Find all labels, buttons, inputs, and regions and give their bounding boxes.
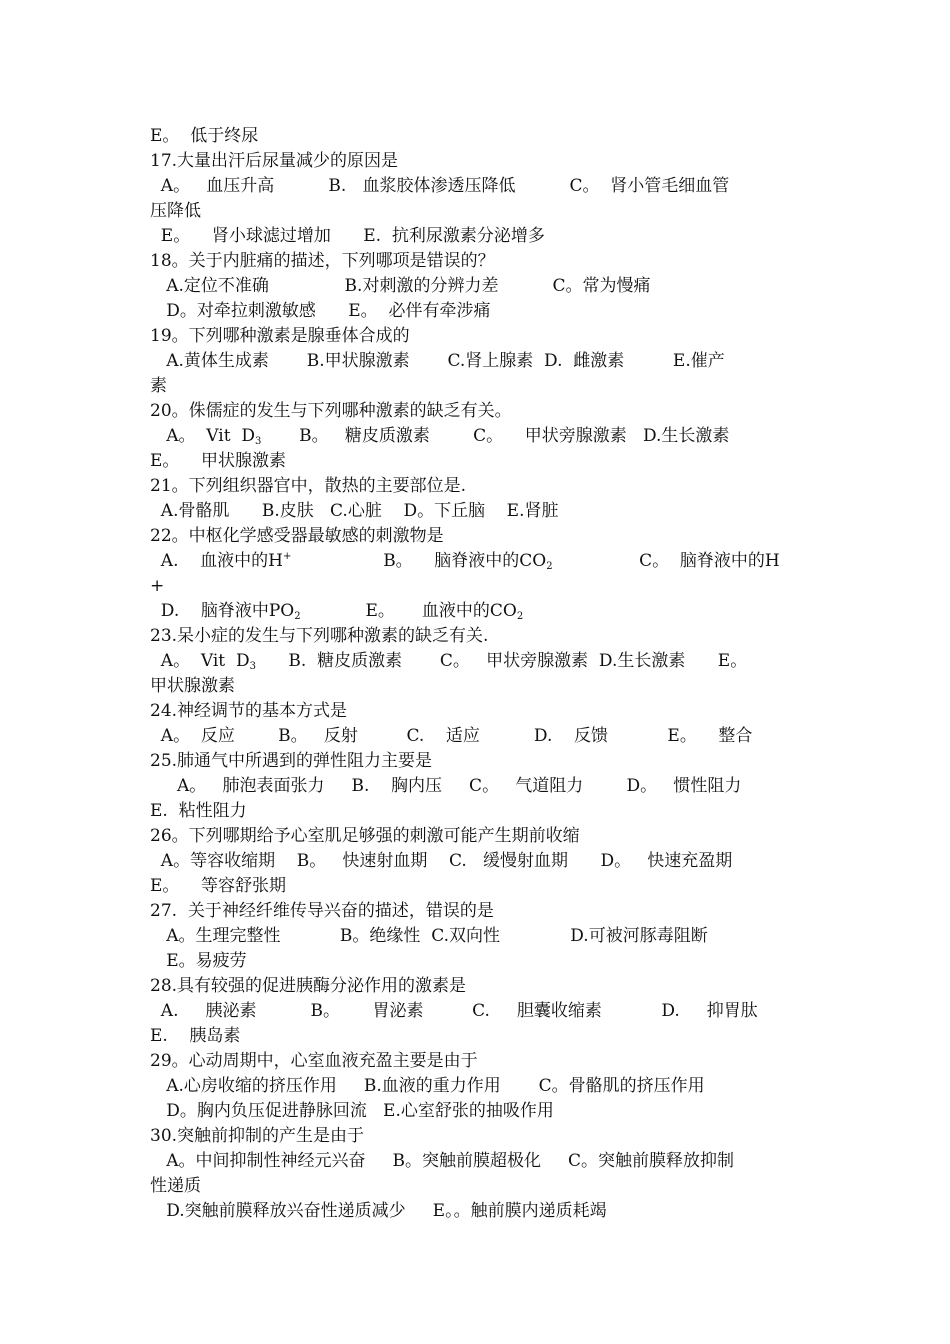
- q22-option-d-subscript: 2: [294, 611, 301, 622]
- q28-options-line-1: A. 胰泌素 B。 胃泌素 C. 胆囊收缩素 D. 抑胃肽: [150, 1001, 758, 1021]
- q29-stem: 29。心动周期中，心室血液充盈主要是由于: [150, 1051, 478, 1071]
- q18-options-line-2: D。对牵拉刺激敏感 E。 必伴有牵涉痛: [150, 301, 491, 321]
- q22-stem: 22。中枢化学感受器最敏感的刺激物是: [150, 526, 444, 546]
- q22-option-e-subscript: 2: [516, 611, 524, 622]
- q17-options-line-1: A。 血压升高 B. 血浆胶体渗透压降低 C。 肾小管毛细血管: [150, 176, 730, 196]
- q30-options-line-3: D.突触前膜释放兴奋性递质减少 E。。触前膜内递质耗竭: [150, 1201, 607, 1221]
- q27-options-line-2: E。易疲劳: [150, 951, 247, 971]
- q22-options-line-2: +: [150, 576, 165, 596]
- q30-options-line-1: A。中间抑制性神经元兴奋 B。突触前膜超极化 C。突触前膜释放抑制: [150, 1151, 735, 1171]
- q25-stem: 25.肺通气中所遇到的弹性阻力主要是: [150, 751, 433, 771]
- q22-option-c: C。 脑脊液中的H: [552, 551, 780, 571]
- q20-options-rest: B。 糖皮质激素 C。 甲状旁腺激素 D.生长激素: [261, 426, 730, 446]
- q29-options-line-1: A.心房收缩的挤压作用 B.血液的重力作用 C。骨骼肌的挤压作用: [150, 1076, 705, 1096]
- q23-options-line-2: 甲状腺激素: [150, 676, 235, 696]
- q26-stem: 26。下列哪期给予心室肌足够强的刺激可能产生期前收缩: [150, 826, 580, 846]
- q23-option-a: A。 Vit D: [150, 651, 250, 671]
- q20-option-a: A。 Vit D: [150, 426, 255, 446]
- q22-option-a-superscript: +: [282, 551, 292, 562]
- q25-options-line-1: A。 肺泡表面张力 B. 胸内压 C。 气道阻力 D。 惯性阻力: [150, 776, 742, 796]
- q22-option-d: D. 脑脊液中PO: [150, 601, 295, 621]
- q17-stem: 17.大量出汗后尿量减少的原因是: [150, 151, 399, 171]
- q16-option-e: E。 低于终尿: [150, 126, 259, 146]
- q22-options-line-1: [150, 549, 810, 574]
- q22-option-b: B。 脑脊液中的CO: [291, 551, 547, 571]
- q25-options-line-2: E. 粘性阻力: [150, 801, 247, 821]
- q26-options-line-1: A。等容收缩期 B。 快速射血期 C. 缓慢射血期 D。 快速充盈期: [150, 851, 733, 871]
- q20-options-line-2: E。 甲状腺激素: [150, 451, 287, 471]
- q19-options-line-1: A.黄体生成素 B.甲状腺激素 C.肾上腺素 D. 雌激素 E.催产: [150, 351, 725, 371]
- q23-options-rest: B. 糖皮质激素 C。 甲状旁腺激素 D.生长激素 E。: [255, 651, 748, 671]
- q23-stem: 23.呆小症的发生与下列哪种激素的缺乏有关.: [150, 626, 489, 646]
- q21-options: A.骨骼肌 B.皮肤 C.心脏 D。下丘脑 E.肾脏: [150, 501, 559, 521]
- q30-stem: 30.突触前抑制的产生是由于: [150, 1126, 365, 1146]
- q20-options-line-1: [150, 424, 810, 449]
- q19-options-line-2: 素: [150, 376, 167, 396]
- q29-options-line-2: D。胸内负压促进静脉回流 E.心室舒张的抽吸作用: [150, 1101, 554, 1121]
- q21-stem: 21。下列组织器官中，散热的主要部位是.: [150, 476, 467, 496]
- q20-stem: 20。侏儒症的发生与下列哪种激素的缺乏有关。: [150, 401, 512, 421]
- q28-options-line-2: E. 胰岛素: [150, 1026, 241, 1046]
- q22-options-line-3: [150, 599, 810, 624]
- q18-stem: 18。关于内脏痛的描述，下列哪项是错误的？: [150, 251, 495, 271]
- q27-options-line-1: A。生理完整性 B。绝缘性 C.双向性 D.可被河豚毒阻断: [150, 926, 708, 946]
- q23-subscript: 3: [249, 661, 256, 672]
- q17-options-line-2: 压降低: [150, 201, 201, 221]
- q22-option-e: E。 血液中的CO: [300, 601, 517, 621]
- q24-options: A。 反应 B。 反射 C. 适应 D. 反馈 E。 整合: [150, 726, 753, 746]
- q23-options-line-1: [150, 649, 810, 674]
- q26-options-line-2: E。 等容舒张期: [150, 876, 287, 896]
- q20-subscript: 3: [254, 436, 262, 447]
- q27-stem: 27. 关于神经纤维传导兴奋的描述，错误的是: [150, 901, 494, 921]
- q30-options-line-2: 性递质: [150, 1176, 201, 1196]
- q19-stem: 19。下列哪种激素是腺垂体合成的: [150, 326, 410, 346]
- q24-stem: 24.神经调节的基本方式是: [150, 701, 348, 721]
- q22-option-b-subscript: 2: [546, 561, 553, 572]
- q18-options-line-1: A.定位不准确 B.对刺激的分辨力差 C。常为慢痛: [150, 276, 651, 296]
- q17-options-line-3: E。 肾小球滤过增加 E. 抗利尿激素分泌增多: [150, 226, 545, 246]
- q22-option-a: A. 血液中的H: [150, 551, 283, 571]
- q28-stem: 28.具有较强的促进胰酶分泌作用的激素是: [150, 976, 467, 996]
